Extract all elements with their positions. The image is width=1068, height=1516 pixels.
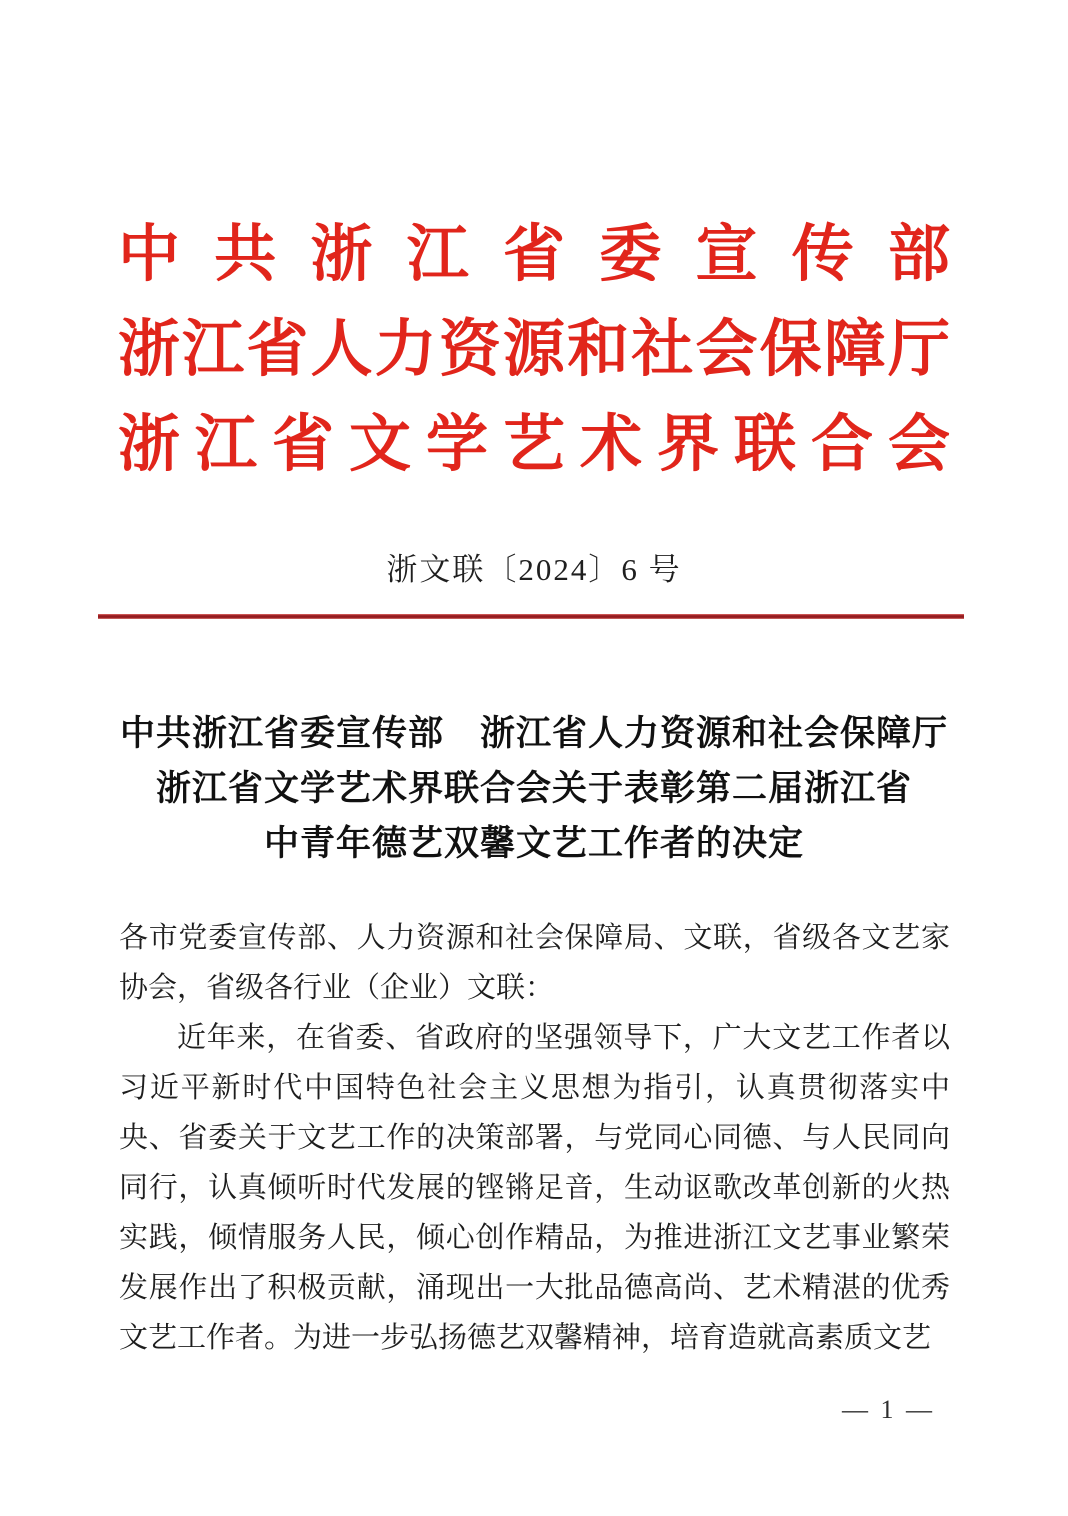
red-divider-rule: [98, 614, 964, 619]
page-number: — 1 —: [842, 1395, 935, 1424]
org-name-line-1: 中共浙江省委宣传部: [118, 221, 950, 289]
org-name-line-2: 浙江省人力资源和社会保障厅: [118, 316, 950, 384]
document-number: 浙文联〔2024〕6 号: [386, 552, 682, 587]
document-body: [119, 913, 950, 1363]
document-title: [60, 706, 1008, 871]
document-title-line-2: 浙江省文学艺术界联合会关于表彰第二届浙江省: [155, 769, 912, 808]
document-title-line-1: 中共浙江省委宣传部 浙江省人力资源和社会保障厅: [119, 714, 948, 753]
org-name-line-3: 浙江省文学艺术界联合会: [118, 411, 950, 479]
document-title-line-3: 中青年德艺双馨文艺工作者的决定: [263, 824, 804, 863]
body-paragraph: 近年来，在省委、省政府的坚强领导下，广大文艺工作者以习近平新时代中国特色社会主义思想为指引，认真贯彻落实中央、省委关于文艺工作的决策部署，与党同心同德、与人民同向同行，认真倾听时代发展的铿锵足音，生动讴歌改革创新的火热实践，倾情服务人民，倾心创作精品，为推进浙江文艺事业繁荣发展作出了积极贡献，涌现出一大批品德高尚、艺术精湛的优秀文艺工作者。为进一步弘扬德艺双馨精神，培育造就高素质文艺: [119, 1022, 950, 1354]
salutation-paragraph: 各市党委宣传部、人力资源和社会保障局、文联，省级各文艺家协会，省级各行业（企业）文联：: [119, 922, 950, 1004]
issuing-orgs: [118, 208, 950, 493]
